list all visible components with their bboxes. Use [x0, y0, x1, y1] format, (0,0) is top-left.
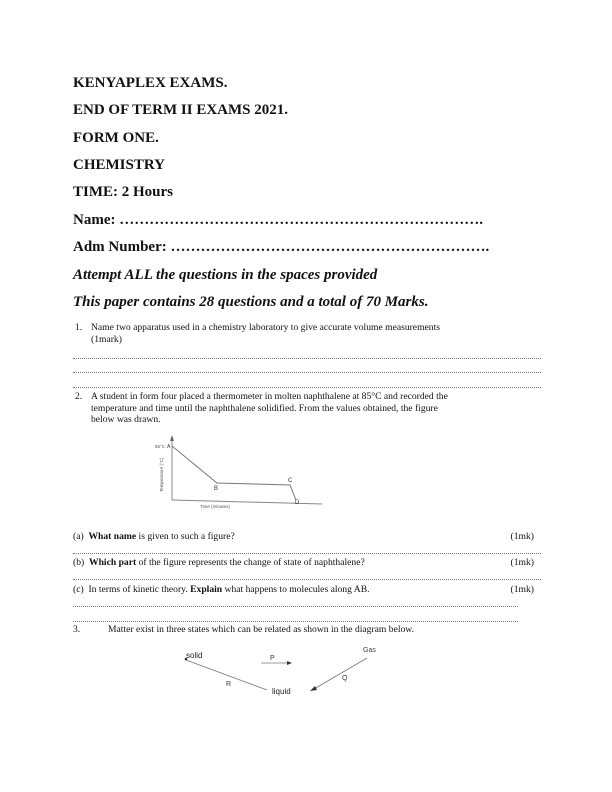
process-q: Q [342, 675, 348, 682]
time-allowed: TIME: 2 Hours [73, 184, 174, 200]
figure-ylabel: Temperature (°C) [159, 457, 164, 492]
part-label: (c) [73, 584, 84, 595]
form-level: FORM ONE. [73, 130, 159, 146]
exam-title: END OF TERM II EXAMS 2021. [73, 102, 289, 118]
svg-text:A: A [167, 444, 171, 450]
part-text: In terms of kinetic theory. [88, 584, 191, 595]
point-b-label: B [214, 486, 219, 492]
school-title: KENYAPLEX EXAMS. [73, 75, 228, 91]
question-2-line: A student in form four placed a thermometer in molten naphthalene at 85°C and recorded the [91, 391, 448, 402]
question-2c-marks: (1mk) [510, 584, 534, 595]
question-2a-marks: (1mk) [510, 531, 534, 542]
question-2-text [91, 391, 551, 426]
part-label: (b) [73, 557, 85, 568]
question-2-line: temperature and time until the naphthalene solidified. From the values obtained, the figure [91, 402, 438, 414]
question-2b [73, 557, 365, 569]
answer-line[interactable] [73, 621, 518, 622]
question-3-text: Matter exist in three states which can be related as shown in the diagram below. [108, 624, 415, 635]
part-text: of the figure represents the change of state of naphthalene? [136, 557, 365, 568]
answer-line[interactable] [73, 606, 518, 607]
name-field[interactable]: Name: ………………………………………………………………. [73, 212, 483, 228]
point-d-label: D [295, 500, 300, 506]
question-2b-marks: (1mk) [510, 557, 534, 568]
state-solid: solid [186, 651, 203, 660]
question-2c [73, 584, 370, 596]
part-bold-text: Explain [190, 584, 223, 595]
answer-line[interactable] [73, 579, 541, 580]
instruction: Attempt ALL the questions in the spaces provided [73, 267, 378, 283]
part-bold-text: Which part [88, 557, 137, 568]
state-gas: Gas [363, 647, 376, 654]
answer-line[interactable] [73, 358, 541, 359]
question-2-line: below was drawn. [91, 414, 161, 425]
answer-line[interactable] [73, 387, 541, 388]
part-text: is given to such a figure? [136, 531, 235, 542]
process-p: P [270, 655, 275, 662]
cooling-curve-figure [150, 432, 335, 512]
point-c-label: C [288, 478, 293, 484]
process-r: R [226, 681, 232, 688]
state-liquid: liquid [272, 687, 291, 696]
part-text: what happens to molecules along AB. [222, 584, 370, 595]
question-2-number: 2. [75, 391, 83, 402]
question-1-body: Name two apparatus used in a chemistry laboratory to give accurate volume measurements [91, 322, 440, 333]
part-label: (a) [73, 531, 84, 542]
question-1-text [91, 322, 546, 345]
question-1-number: 1. [75, 322, 83, 333]
figure-top-label: 85°C [155, 444, 166, 449]
part-bold-text: What name [88, 531, 137, 542]
subject: CHEMISTRY [73, 157, 165, 173]
answer-line[interactable] [73, 372, 541, 373]
question-3-number: 3. [73, 624, 81, 635]
adm-number-field[interactable]: Adm Number: ………………………………………………………. [73, 239, 490, 255]
figure-xlabel: Time (minutes) [200, 504, 230, 509]
question-1-marks: (1mark) [91, 333, 122, 345]
paper-info: This paper contains 28 questions and a total of 70 Marks. [73, 294, 429, 310]
states-of-matter-diagram [175, 642, 390, 697]
question-2a [73, 531, 235, 543]
answer-line[interactable] [73, 553, 541, 554]
